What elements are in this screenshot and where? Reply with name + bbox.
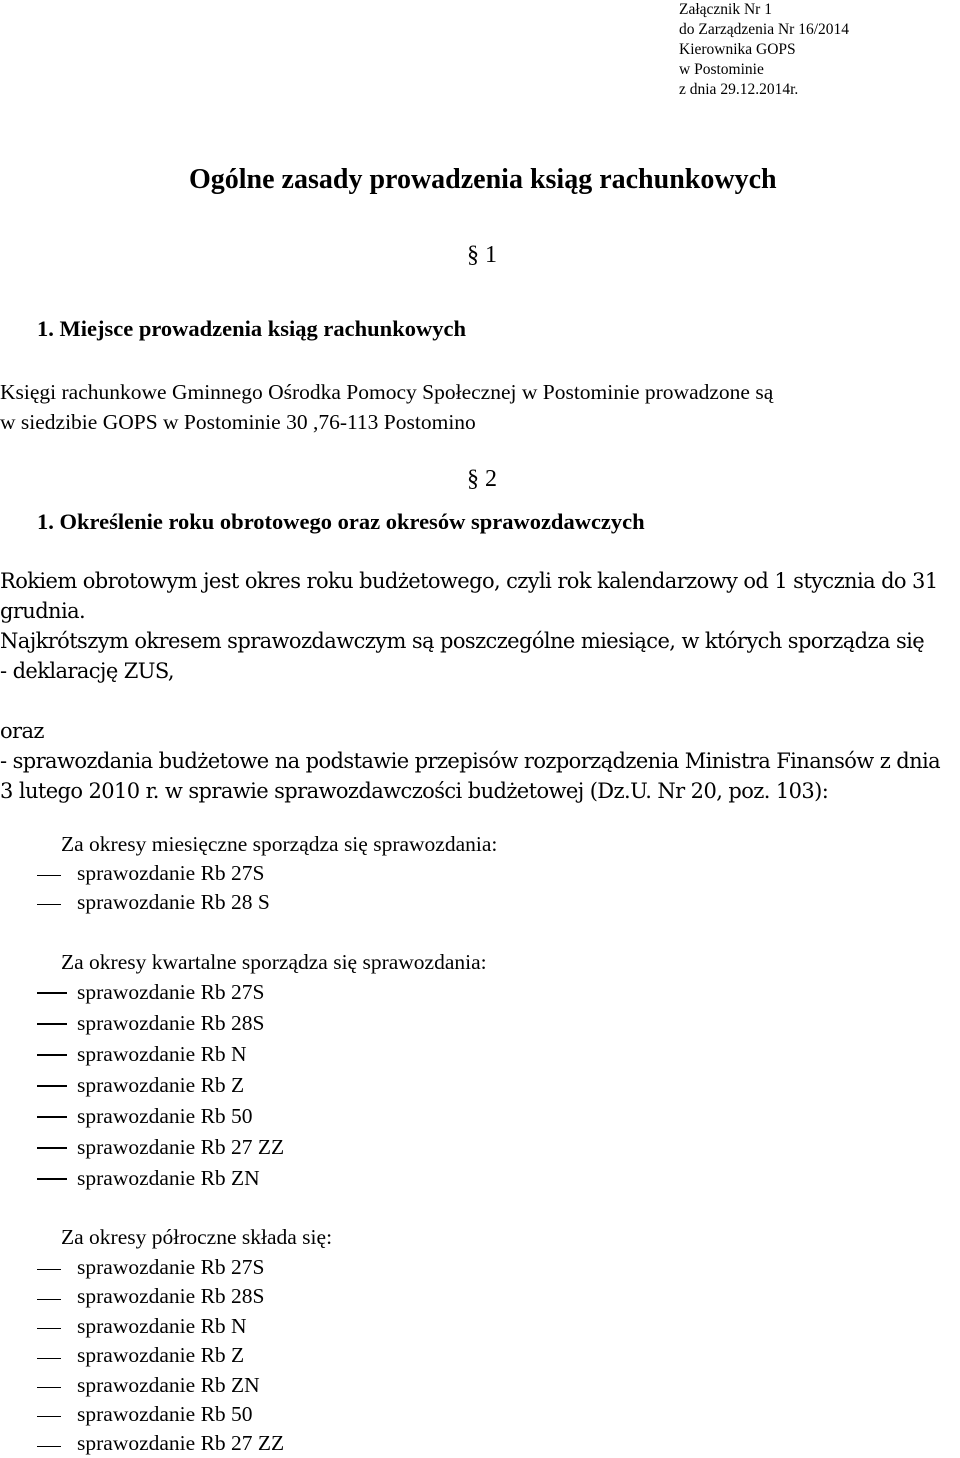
halfyear-item: sprawozdanie Rb 50: [77, 1402, 253, 1426]
body-line: grudnia.: [0, 599, 86, 623]
body-line: Najkrótszym okresem sprawozdawczym są poszczególne miesiące, w których sporządza się: [0, 629, 925, 653]
body-line: [0, 686, 940, 716]
quarterly-item: sprawozdanie Rb ZN: [77, 1166, 260, 1190]
attachment-note: [679, 0, 849, 100]
attachment-line: z dnia 29.12.2014r.: [679, 81, 799, 98]
quarterly-item: sprawozdanie Rb Z: [77, 1073, 245, 1097]
dash-bullet: [37, 1358, 61, 1359]
dash-bullet: [37, 1328, 61, 1329]
quarterly-item: sprawozdanie Rb 28S: [77, 1011, 265, 1035]
body-line: - deklarację ZUS,: [0, 659, 174, 683]
dash-bullet: [37, 1178, 67, 1180]
halfyear-item: sprawozdanie Rb ZN: [77, 1373, 260, 1397]
section1-heading: 1. Miejsce prowadzenia ksiąg rachunkowych: [37, 316, 466, 341]
halfyear-item: sprawozdanie Rb 27S: [77, 1255, 265, 1279]
section2-heading: 1. Określenie roku obrotowego oraz okresów sprawozdawczych: [37, 509, 645, 534]
quarterly-item: sprawozdanie Rb 27 ZZ: [77, 1135, 285, 1159]
monthly-item: sprawozdanie Rb 28 S: [77, 890, 270, 914]
section1-body: [0, 377, 773, 437]
quarterly-item: sprawozdanie Rb 50: [77, 1104, 253, 1128]
dash-bullet: [37, 1269, 61, 1270]
body-line: - sprawozdania budżetowe na podstawie przepisów rozporządzenia Ministra Finansów z dnia: [0, 749, 941, 773]
quarterly-item: sprawozdanie Rb 27S: [77, 980, 265, 1004]
section2-body: [0, 566, 940, 806]
body-line: Księgi rachunkowe Gminnego Ośrodka Pomocy Społecznej w Postominie prowadzone są: [0, 380, 774, 404]
body-line: oraz: [0, 719, 44, 743]
dash-bullet: [37, 1299, 61, 1300]
dash-bullet: [37, 1054, 67, 1056]
halfyear-item: sprawozdanie Rb 28S: [77, 1284, 265, 1308]
attachment-line: w Postominie: [679, 61, 764, 78]
dash-bullet: [37, 1387, 61, 1388]
body-line: Rokiem obrotowym jest okres roku budżetowego, czyli rok kalendarzowy od 1 stycznia do 31: [0, 569, 938, 593]
halfyear-heading: Za okresy półroczne składa się:: [61, 1225, 333, 1249]
dash-bullet: [37, 1116, 67, 1118]
dash-bullet: [37, 904, 61, 905]
attachment-line: Załącznik Nr 1: [679, 1, 772, 18]
dash-bullet: [37, 1416, 61, 1417]
attachment-line: Kierownika GOPS: [679, 41, 796, 58]
section-marker-1: § 1: [467, 242, 497, 268]
dash-bullet: [37, 1147, 67, 1149]
dash-bullet: [37, 992, 67, 994]
monthly-heading: Za okresy miesięczne sporządza się sprawozdania:: [61, 832, 498, 856]
halfyear-item: sprawozdanie Rb 27 ZZ: [77, 1431, 285, 1455]
halfyear-item: sprawozdanie Rb Z: [77, 1343, 245, 1367]
attachment-line: do Zarządzenia Nr 16/2014: [679, 21, 850, 38]
dash-bullet: [37, 875, 61, 876]
body-line: 3 lutego 2010 r. w sprawie sprawozdawczości budżetowej (Dz.U. Nr 20, poz. 103):: [0, 779, 829, 803]
halfyear-item: sprawozdanie Rb N: [77, 1314, 247, 1338]
section-marker-2: § 2: [467, 466, 497, 492]
dash-bullet: [37, 1085, 67, 1087]
document-title: Ogólne zasady prowadzenia ksiąg rachunkowych: [189, 164, 777, 195]
body-line: w siedzibie GOPS w Postominie 30 ,76-113 Postomino: [0, 410, 476, 434]
dash-bullet: [37, 1023, 67, 1025]
quarterly-heading: Za okresy kwartalne sporządza się sprawozdania:: [61, 950, 487, 974]
quarterly-item: sprawozdanie Rb N: [77, 1042, 247, 1066]
dash-bullet: [37, 1446, 61, 1447]
monthly-item: sprawozdanie Rb 27S: [77, 861, 265, 885]
